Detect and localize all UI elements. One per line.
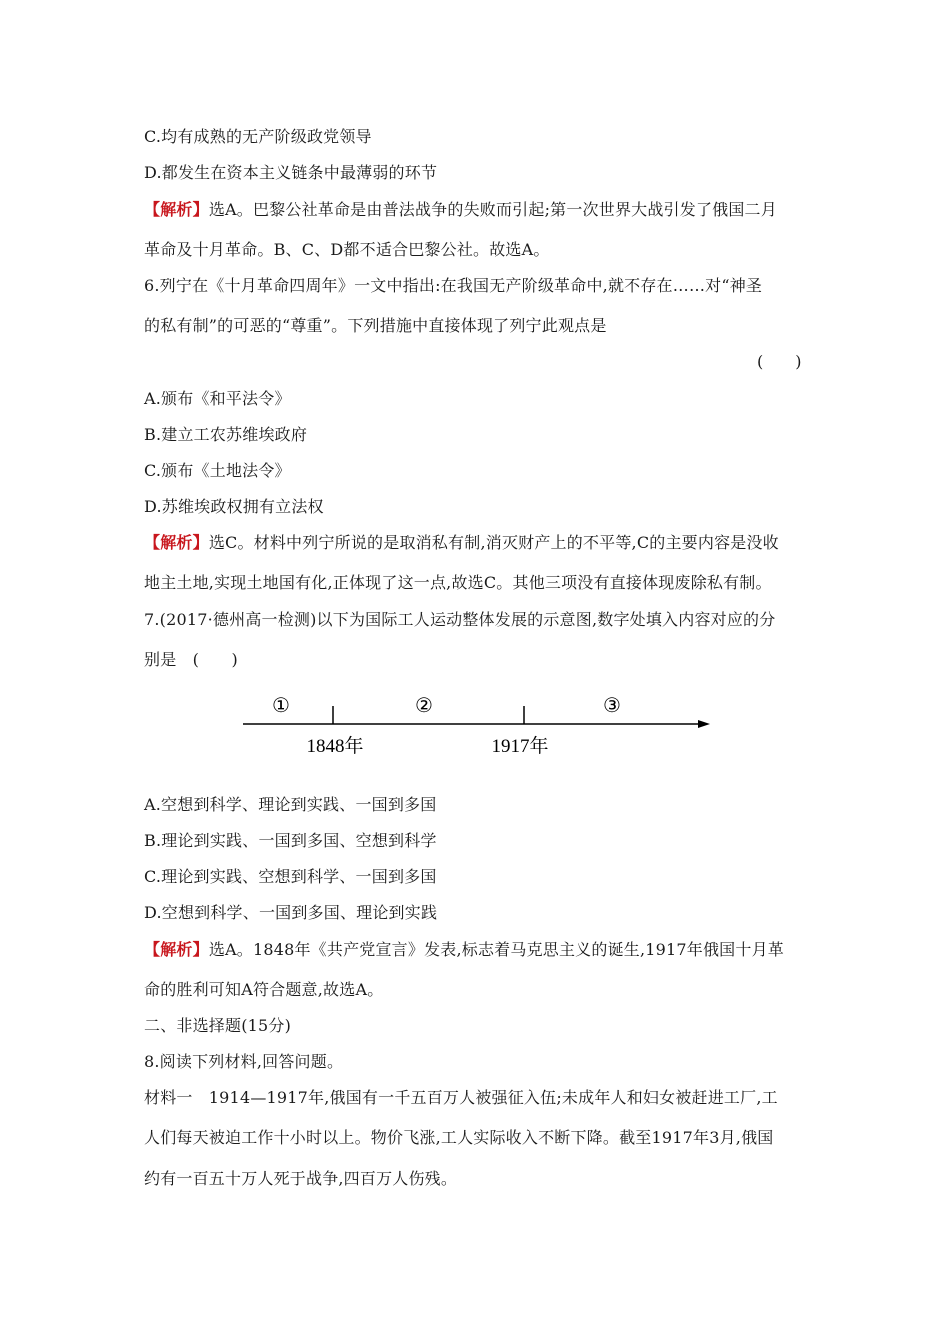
q8-material-line-1: 材料一 1914—1917年,俄国有一千五百万人被强征入伍;未成年人和妇女被赶进工厂,工 (144, 1088, 778, 1107)
q7-analysis-text: 选A。1848年《共产党宣言》发表,标志着马克思主义的诞生,1917年俄国十月革 (208, 940, 784, 959)
segment-label-3: ③ (603, 693, 621, 717)
q7-stem-line-1: 7.(2017·德州高一检测)以下为国际工人运动整体发展的示意图,数字处填入内容对应的分 (144, 610, 776, 629)
analysis-tag: 【解析】 (144, 200, 209, 219)
q6-option-d: D.苏维埃政权拥有立法权 (144, 497, 324, 516)
q6-option-c: C.颁布《土地法令》 (144, 461, 291, 480)
arrow-head-icon (698, 720, 710, 728)
q6-analysis-text: 选C。材料中列宁所说的是取消私有制,消灭财产上的不平等,C的主要内容是没收 (208, 533, 779, 552)
q7-option-d: D.空想到科学、一国到多国、理论到实践 (144, 903, 438, 922)
q6-analysis-line-1 (144, 533, 779, 553)
q8-material-line-2: 人们每天被迫工作十小时以上。物价飞涨,工人实际收入不断下降。截至1917年3月,俄国 (144, 1128, 774, 1147)
q7-analysis-line-2: 命的胜利可知A符合题意,故选A。 (144, 980, 384, 999)
q7-analysis-line-1 (144, 940, 784, 960)
timeline-diagram (238, 686, 718, 762)
year-label-1848: 1848年 (306, 736, 364, 757)
q6-answer-blank: ( ) (757, 352, 802, 371)
q7-option-a: A.空想到科学、理论到实践、一国到多国 (144, 795, 437, 814)
analysis-tag: 【解析】 (144, 940, 209, 959)
q5-option-c: C.均有成熟的无产阶级政党领导 (144, 127, 372, 146)
q5-analysis-text: 选A。巴黎公社革命是由普法战争的失败而引起;第一次世界大战引发了俄国二月 (208, 200, 777, 219)
q6-option-a: A.颁布《和平法令》 (144, 389, 291, 408)
q8-material-line-3: 约有一百五十万人死于战争,四百万人伤残。 (144, 1169, 458, 1188)
q6-option-b: B.建立工农苏维埃政府 (144, 425, 308, 444)
q5-analysis-line-2: 革命及十月革命。B、C、D都不适合巴黎公社。故选A。 (144, 240, 550, 259)
q5-option-d: D.都发生在资本主义链条中最薄弱的环节 (144, 163, 438, 182)
segment-label-1: ① (272, 693, 290, 717)
q7-stem-line-2: 别是 ( ) (144, 650, 238, 669)
segment-label-2: ② (415, 693, 433, 717)
year-label-1917: 1917年 (491, 736, 549, 757)
q6-stem-line-1: 6.列宁在《十月革命四周年》一文中指出:在我国无产阶级革命中,就不存在……对“神圣 (144, 276, 763, 295)
q7-option-c: C.理论到实践、空想到科学、一国到多国 (144, 867, 437, 886)
q7-option-b: B.理论到实践、一国到多国、空想到科学 (144, 831, 437, 850)
section-title: 二、非选择题(15分) (144, 1016, 292, 1035)
q5-analysis-line-1 (144, 200, 777, 220)
q6-stem-line-2: 的私有制”的可恶的“尊重”。下列措施中直接体现了列宁此观点是 (144, 316, 607, 335)
analysis-tag: 【解析】 (144, 533, 209, 552)
q8-stem: 8.阅读下列材料,回答问题。 (144, 1052, 344, 1071)
q6-analysis-line-2: 地主土地,实现土地国有化,正体现了这一点,故选C。其他三项没有直接体现废除私有制。 (144, 573, 772, 592)
